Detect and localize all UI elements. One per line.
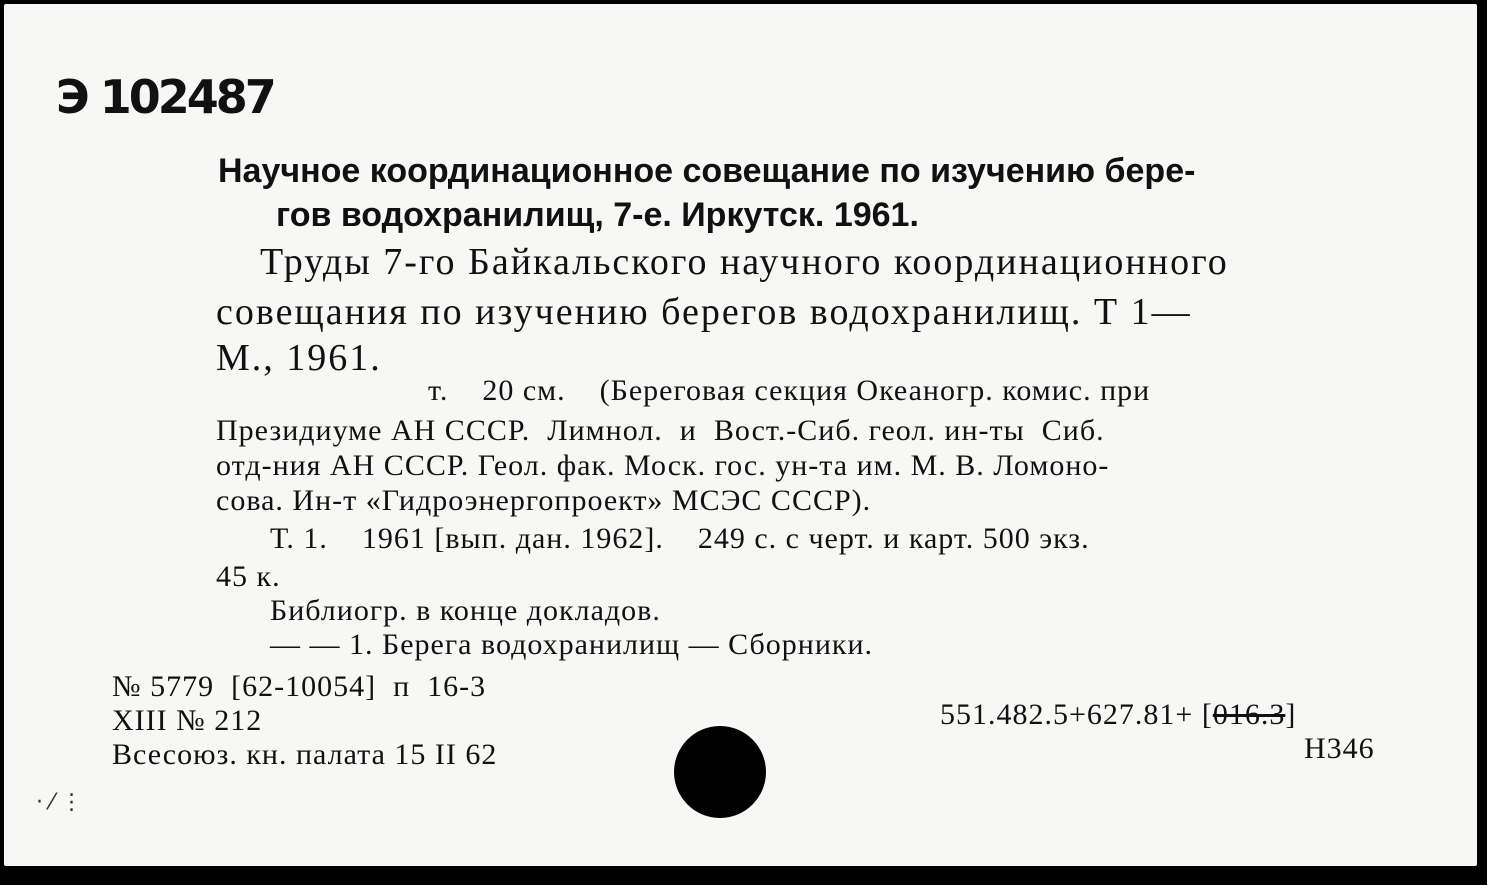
description-line-5: Т. 1. 1961 [вып. дан. 1962]. 249 с. с черт. и карт. 500 экз. — [270, 522, 1090, 555]
classification-close: ] — [1285, 698, 1297, 731]
footer-left-line-3: Всесоюз. кн. палата 15 II 62 — [112, 738, 498, 771]
card-number: Э 102487 — [56, 70, 274, 124]
classification-main: 551.482.5+627.81+ [ — [940, 698, 1213, 731]
description-line-1: т. 20 см. (Береговая секция Океаногр. комис. при — [428, 374, 1151, 407]
footer-left-line-2: XIII № 212 — [112, 704, 263, 737]
punch-hole — [674, 726, 766, 818]
author-code: Н346 — [1304, 732, 1375, 765]
description-line-2: Президиуме АН СССР. Лимнол. и Вост.-Сиб. геол. ин-ты Сиб. — [216, 414, 1105, 447]
description-line-6: 45 к. — [216, 560, 281, 593]
classification-struck: 016.3 — [1212, 698, 1286, 731]
subject-heading: — — 1. Берега водохранилищ — Сборники. — [270, 628, 874, 661]
footer-left-line-1: № 5779 [62-10054] п 16-3 — [112, 670, 487, 703]
title-line-2: совещания по изучению берегов водохранилищ. Т 1— — [216, 291, 1192, 333]
title-line-3: М., 1961. — [216, 337, 382, 379]
description-line-3: отд-ния АН СССР. Геол. фак. Моск. гос. ун-та им. М. В. Ломоно- — [216, 449, 1110, 482]
classification-index — [940, 698, 1296, 732]
heading-line-2: гов водохранилищ, 7-е. Иркутск. 1961. — [276, 196, 919, 234]
catalog-card — [4, 4, 1477, 866]
specks-mark: · ⁄ ⋮ — [36, 790, 83, 815]
title-line-1: Труды 7-го Байкальского научного координационного — [260, 241, 1229, 283]
heading-line-1: Научное координационное совещание по изучению бере- — [218, 152, 1196, 190]
description-line-4: сова. Ин-т «Гидроэнергопроект» МСЭС СССР). — [216, 484, 872, 517]
bibliography-note: Библиогр. в конце докладов. — [270, 594, 661, 627]
